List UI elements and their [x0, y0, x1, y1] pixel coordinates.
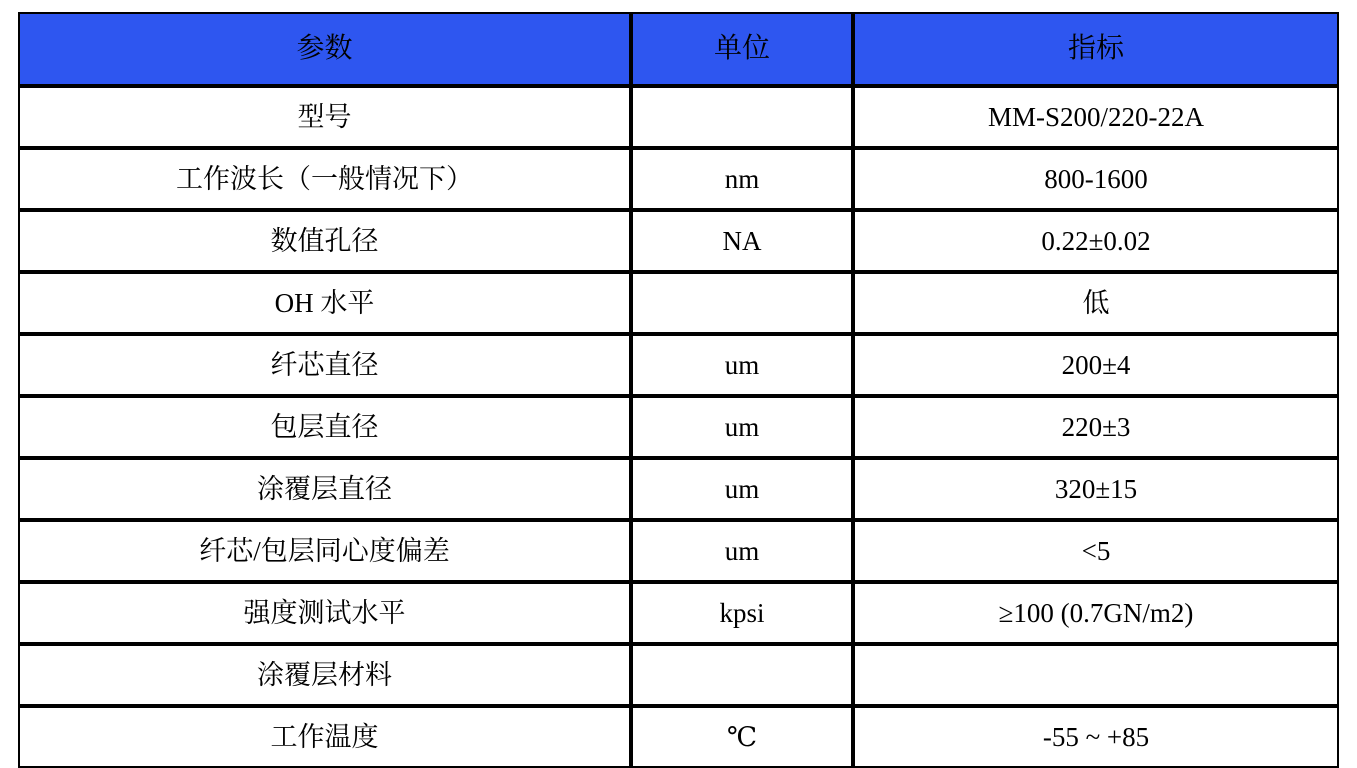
table-body — [18, 86, 1339, 768]
column-header-parameter: 参数 — [18, 12, 631, 86]
cell-parameter: 强度测试水平 — [18, 582, 631, 644]
cell-value: 220±3 — [853, 396, 1339, 458]
cell-value: -55 ~ +85 — [853, 706, 1339, 768]
cell-unit: um — [631, 520, 853, 582]
table-row — [18, 458, 1339, 520]
table-row — [18, 334, 1339, 396]
cell-value: 320±15 — [853, 458, 1339, 520]
cell-value: MM-S200/220-22A — [853, 86, 1339, 148]
table-header — [18, 12, 1339, 86]
table-row — [18, 272, 1339, 334]
cell-parameter: 纤芯直径 — [18, 334, 631, 396]
table-row — [18, 396, 1339, 458]
cell-parameter: OH 水平 — [18, 272, 631, 334]
table-row — [18, 148, 1339, 210]
specification-table — [18, 12, 1339, 768]
cell-parameter: 纤芯/包层同心度偏差 — [18, 520, 631, 582]
cell-unit: nm — [631, 148, 853, 210]
cell-value: <5 — [853, 520, 1339, 582]
table-header-row — [18, 12, 1339, 86]
cell-value: 200±4 — [853, 334, 1339, 396]
cell-parameter: 涂覆层材料 — [18, 644, 631, 706]
cell-unit: NA — [631, 210, 853, 272]
cell-unit: um — [631, 458, 853, 520]
table-row — [18, 644, 1339, 706]
cell-parameter: 涂覆层直径 — [18, 458, 631, 520]
table-row — [18, 86, 1339, 148]
table-row — [18, 706, 1339, 768]
table-row — [18, 210, 1339, 272]
cell-value: 800-1600 — [853, 148, 1339, 210]
cell-unit: um — [631, 334, 853, 396]
column-header-unit: 单位 — [631, 12, 853, 86]
table-row — [18, 520, 1339, 582]
cell-parameter: 包层直径 — [18, 396, 631, 458]
cell-parameter: 工作波长（一般情况下） — [18, 148, 631, 210]
cell-unit: kpsi — [631, 582, 853, 644]
cell-unit — [631, 86, 853, 148]
column-header-specification: 指标 — [853, 12, 1339, 86]
cell-value: 低 — [853, 272, 1339, 334]
cell-unit — [631, 272, 853, 334]
cell-value — [853, 644, 1339, 706]
cell-unit: ℃ — [631, 706, 853, 768]
cell-value: ≥100 (0.7GN/m2) — [853, 582, 1339, 644]
cell-unit: um — [631, 396, 853, 458]
cell-parameter: 数值孔径 — [18, 210, 631, 272]
cell-value: 0.22±0.02 — [853, 210, 1339, 272]
cell-parameter: 型号 — [18, 86, 631, 148]
cell-parameter: 工作温度 — [18, 706, 631, 768]
cell-unit — [631, 644, 853, 706]
table-row — [18, 582, 1339, 644]
